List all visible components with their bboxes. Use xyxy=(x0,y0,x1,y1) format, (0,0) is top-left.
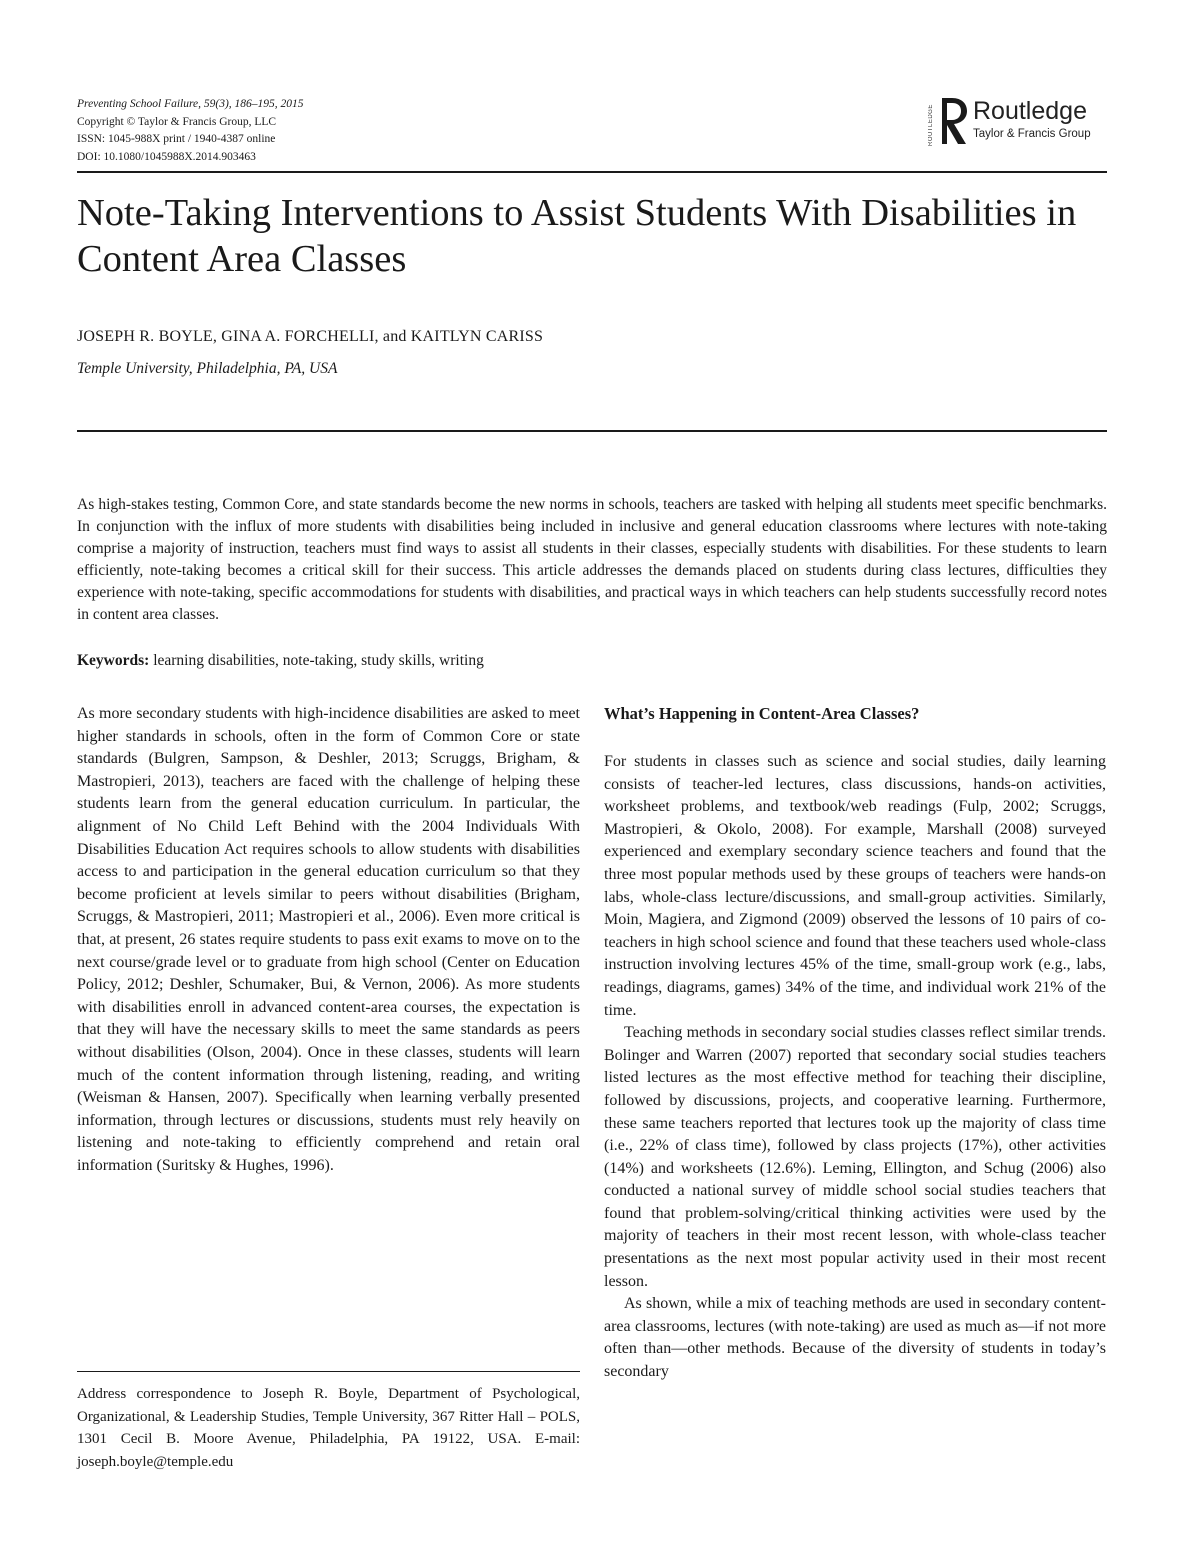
issn-line: ISSN: 1045-988X print / 1940-4387 online xyxy=(77,133,276,145)
journal-info xyxy=(77,96,304,166)
header-rule xyxy=(77,171,1107,173)
correspondence-footnote: Address correspondence to Joseph R. Boyle, Department of Psychological, Organizational, & Leadership Studies, Temple University, 367 Ritter Hall – POLS, 1301 Cecil B. Moore Avenue, Philadelphia, PA 19122, USA. E-mail: joseph.boyle@temple.edu xyxy=(77,1386,580,1470)
right-column xyxy=(604,703,1106,1384)
abstract-rule xyxy=(77,430,1107,432)
article-title: Note-Taking Interventions to Assist Students With Disabilities in Content Area Classes xyxy=(77,192,1077,280)
article-affiliation: Temple University, Philadelphia, PA, USA xyxy=(77,360,338,377)
abstract: As high-stakes testing, Common Core, and state standards become the new norms in schools, teachers are tasked with helping all students meet specific benchmarks. In conjunction with the influx of more students with disabilities being included in inclusive and general education classrooms where lectures with note-taking comprise a majority of instruction, teachers must find ways to assist all students in their classes, especially students with disabilities. For these students to learn efficiently, note-taking becomes a critical skill for their success. This article addresses the demands placed on students during class lectures, difficulties they experience with note-taking, specific accommodations for students with disabilities, and practical ways in which teachers can help students successfully record notes in content area classes. xyxy=(77,496,1107,624)
section-heading: What’s Happening in Content-Area Classes? xyxy=(604,704,920,723)
publisher-vertical-text: ROUTLEDGE xyxy=(928,104,934,146)
doi-line: DOI: 10.1080/1045988X.2014.903463 xyxy=(77,150,256,163)
keywords-label: Keywords: xyxy=(77,652,150,669)
copyright-line: Copyright © Taylor & Francis Group, LLC xyxy=(77,115,277,128)
article-authors: JOSEPH R. BOYLE, GINA A. FORCHELLI, and KAITLYN CARISS xyxy=(77,328,544,345)
routledge-logo-icon xyxy=(938,96,970,148)
body-paragraph-2: Teaching methods in secondary social studies classes reflect similar trends. Bolinger and Warren (2007) reported that secondary social studies teachers listed lectures as the most effective method for teaching their discipline, followed by discussions, projects, and cooperative learning. Furthermore, these same teachers reported that lectures took up the majority of class time (i.e., 22% of class time), followed by class projects (17%), other activities (14%) and worksheets (12.6%). Leming, Ellington, and Schug (2006) also conducted a national survey of middle school social studies teachers that found that problem-solving/critical thinking activities were used by the majority of teachers in their most recent lesson, with whole-class teacher presentations as the next most popular activity used in their most recent lesson. xyxy=(604,1024,1106,1290)
left-column xyxy=(77,703,580,1177)
footnote-rule xyxy=(77,1371,580,1372)
intro-paragraph: As more secondary students with high-incidence disabilities are asked to meet higher standards in schools, often in the form of Common Core or state standards (Bulgren, Sampson, & Deshler, 2013; Scruggs, Brigham, & Mastropieri, 2013), teachers are faced with the challenge of helping these students learn from the general education curriculum. In particular, the alignment of No Child Left Behind with the 2004 Individuals With Disabilities Education Act requires schools to allow students with disabilities access to and participation in the general education curriculum so that they become proficient at levels similar to peers without disabilities (Brigham, Scruggs, & Mastropieri, 2011; Mastropieri et al., 2006). Even more critical is that, at present, 26 states require students to pass exit exams to move on to the next course/grade level or to graduate from high school (Center on Education Policy, 2012; Deshler, Schumaker, Bui, & Vernon, 2006). As more students with disabilities enroll in advanced content-area courses, the expectation is that they will have the necessary skills to meet the same standards as peers without disabilities (Olson, 2004). Once in these classes, students will learn much of the content information through listening, reading, and writing (Weisman & Hansen, 2007). Specifically when learning verbally presented information, through lectures or discussions, students must rely heavily on listening and note-taking to efficiently comprehend and retain oral information (Suritsky & Hughes, 1996). xyxy=(77,705,580,1174)
body-paragraph-3: As shown, while a mix of teaching methods are used in secondary content-area classrooms, lectures (with note-taking) are used as much as—if not more often than—other methods. Because of the diversity of students in today’s secondary xyxy=(604,1295,1106,1381)
body-paragraph-1: For students in classes such as science and social studies, daily learning consists of teacher-led lectures, class discussions, hands-on activities, worksheet problems, and textbook/web readings (Fulp, 2002; Scruggs, Mastropieri, & Okolo, 2008). For example, Marshall (2008) surveyed experienced and exemplary secondary science teachers and found that the three most popular methods used by these groups of teachers were hands-on labs, whole-class lecture/discussions, and small-group activities. Similarly, Moin, Magiera, and Zigmond (2009) observed the lessons of 10 pairs of co-teachers in high school science and found that these teachers used whole-class instruction involving lectures 45% of the time, small-group work (e.g., labs, readings, diagrams, games) 34% of the time, and individual work 21% of the time. xyxy=(604,753,1106,1019)
journal-citation: Preventing School Failure, 59(3), 186–195, 2015 xyxy=(77,98,304,110)
keywords-list: learning disabilities, note-taking, study skills, writing xyxy=(153,652,484,669)
publisher-name: Routledge xyxy=(973,97,1087,125)
publisher-logo xyxy=(928,94,1108,152)
keywords xyxy=(77,652,484,670)
publisher-group: Taylor & Francis Group xyxy=(973,128,1091,140)
